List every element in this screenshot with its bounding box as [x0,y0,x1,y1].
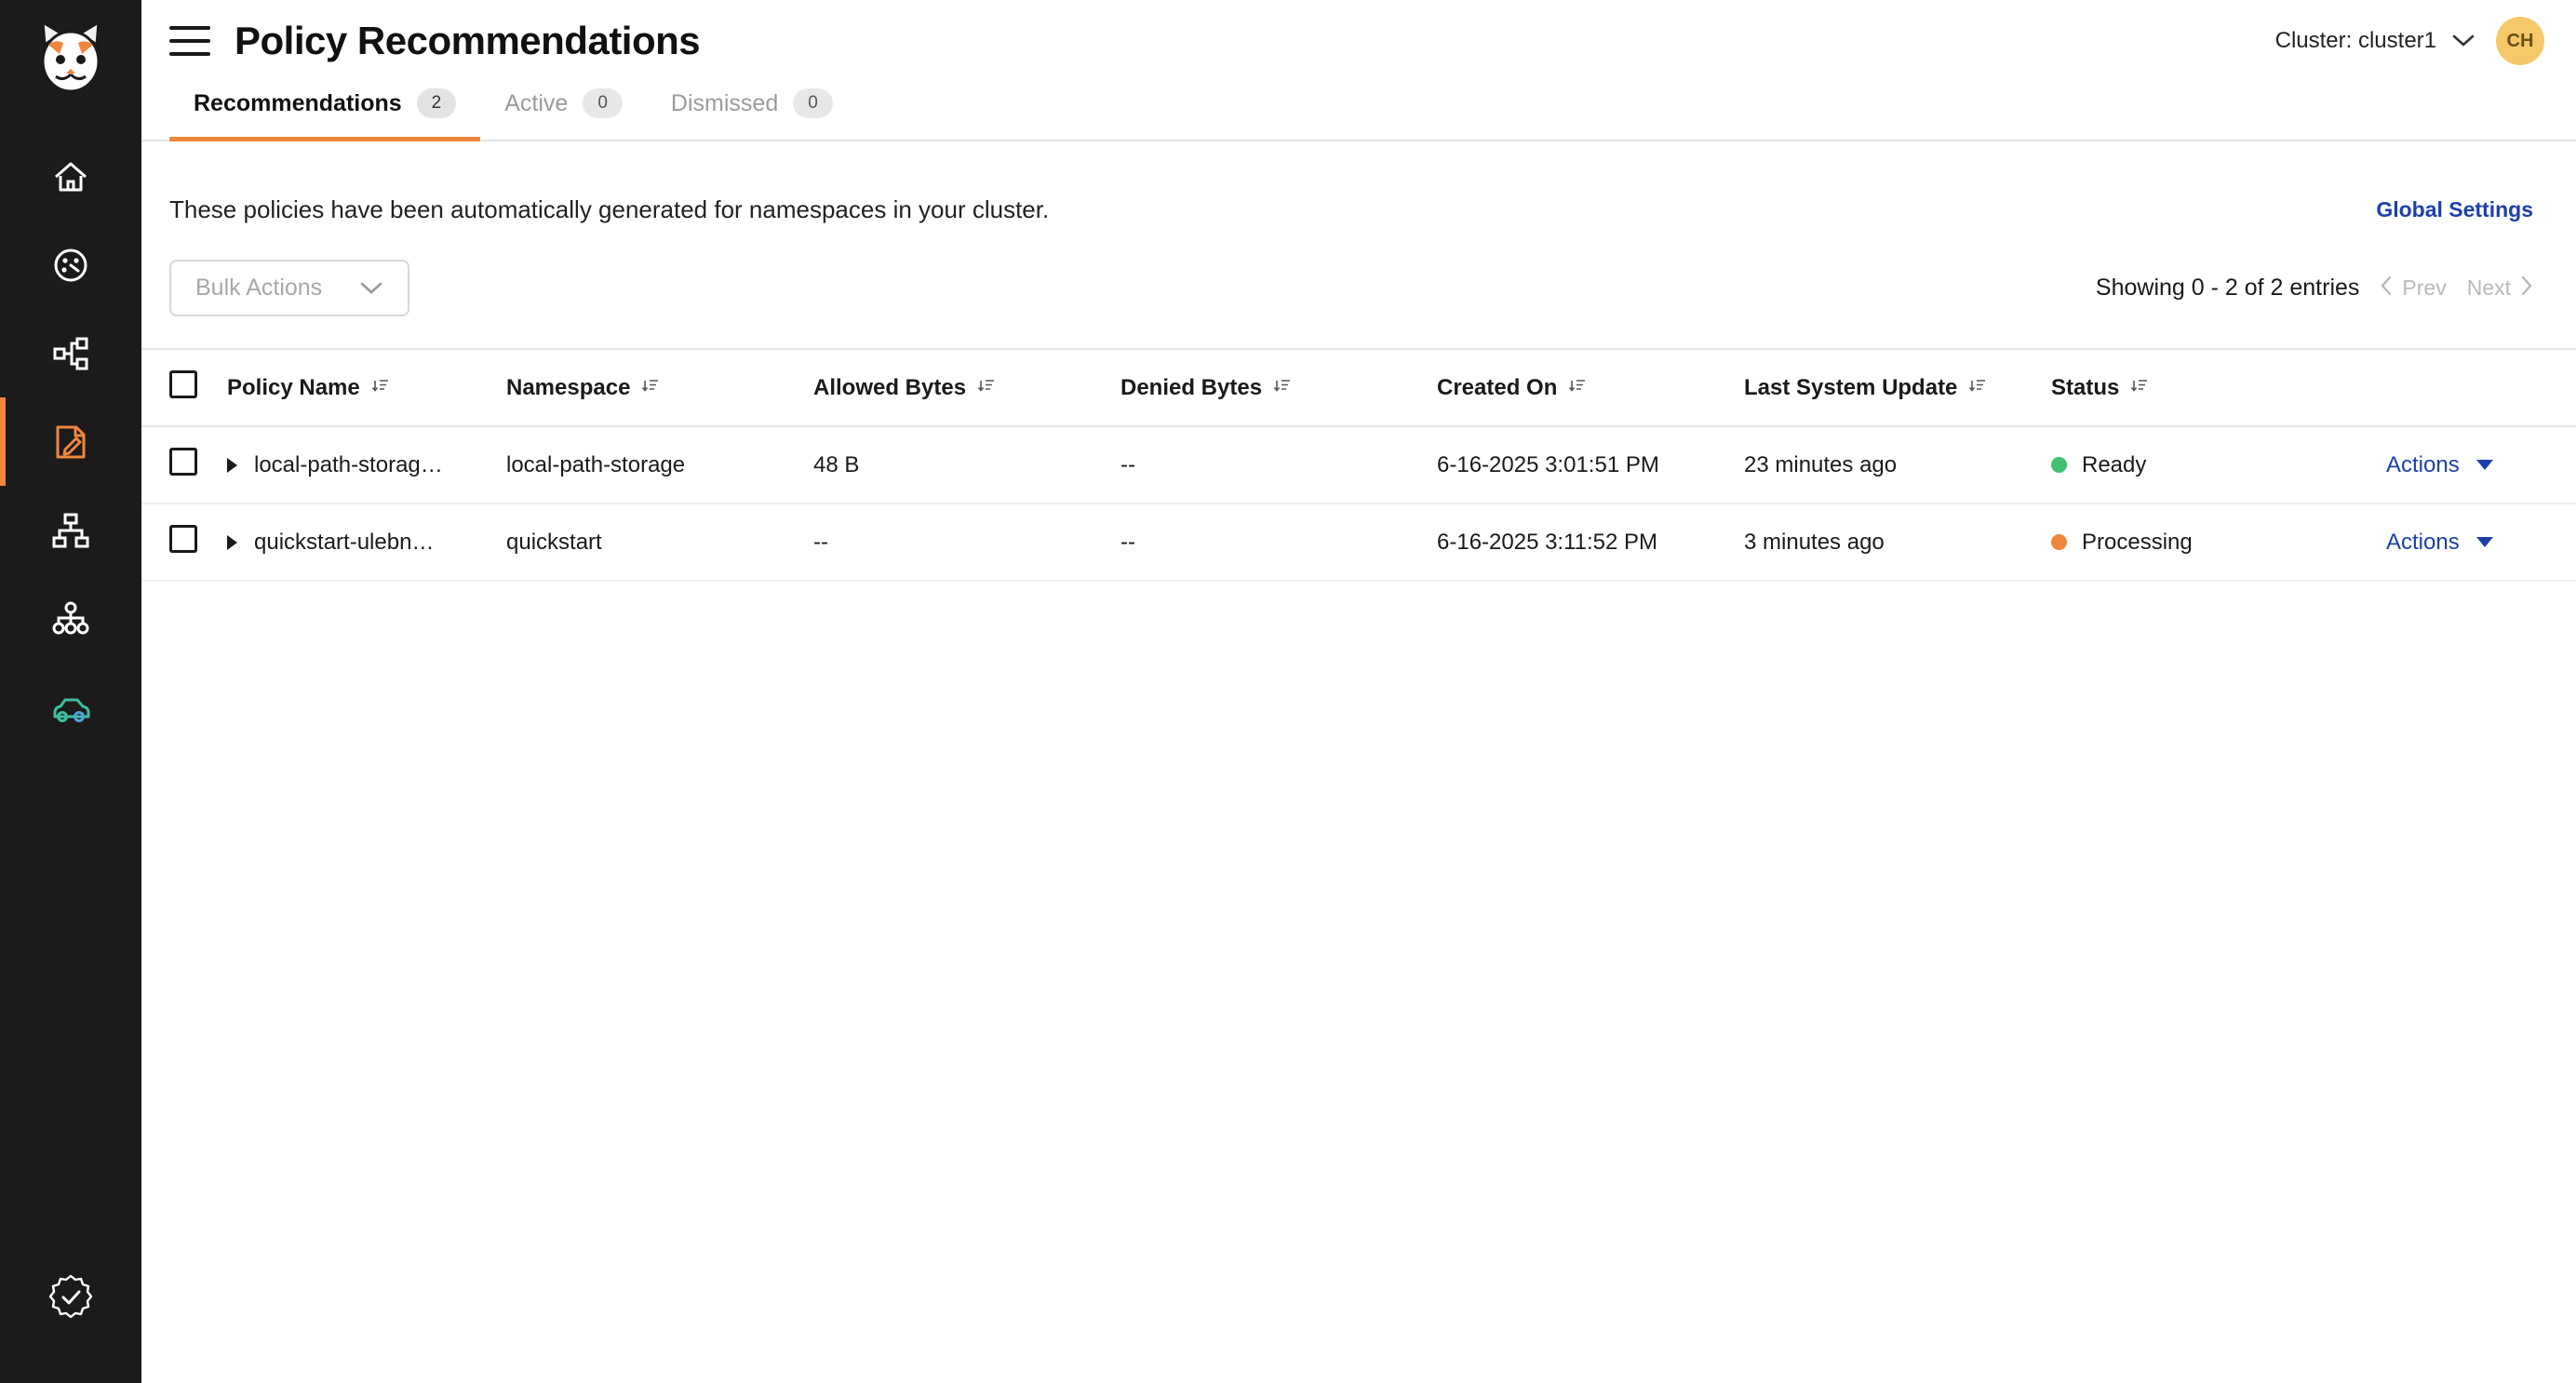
bulk-actions-label: Bulk Actions [195,275,323,301]
chevron-right-icon [2520,275,2533,302]
sidebar-item-dashboard[interactable] [0,221,141,309]
cell-denied-bytes: -- [1120,504,1437,581]
sort-icon [1273,375,1292,401]
column-header-denied-bytes[interactable] [1120,349,1437,426]
home-icon [50,156,91,197]
cluster-selector-label: Cluster: cluster1 [2274,28,2436,53]
cat-logo[interactable] [28,13,114,99]
check-badge-icon [46,1272,96,1323]
tab-recommendations[interactable] [169,82,480,140]
sidebar-item-topology[interactable] [0,309,141,397]
table-header [141,349,2576,426]
sidebar-item-cluster-nodes[interactable] [0,574,141,663]
cell-status [2051,504,2386,581]
status-badge: Processing [2082,529,2193,555]
sort-icon [1568,375,1587,401]
chevron-down-icon [2476,460,2493,470]
policy-name-text: local-path-storag… [254,451,443,477]
column-header-created-on-label: Created On [1437,374,1558,400]
tab-recommendations-badge: 2 [417,88,457,119]
cell-status [2051,426,2386,504]
cell-namespace: local-path-storage [506,426,813,504]
avatar[interactable]: CH [2496,17,2544,65]
table-row[interactable] [141,504,2576,581]
column-header-last-system-update[interactable] [1744,349,2051,426]
column-header-policy-name-label: Policy Name [227,374,360,400]
policy-table [141,348,2576,582]
policy-name-text: quickstart-ulebn… [254,529,435,555]
sort-icon [1968,375,1987,401]
chevron-down-icon [2451,28,2475,54]
pagination-summary: Showing 0 - 2 of 2 entries [2095,275,2360,301]
row-checkbox[interactable] [169,448,197,476]
dashboard-gauge-icon [50,245,91,286]
sidebar-item-policy-recommendations[interactable] [0,397,141,486]
column-header-status[interactable] [2051,349,2386,426]
next-page-label: Next [2466,275,2511,300]
hierarchy-icon [50,510,91,551]
sidebar-bottom [0,1272,141,1327]
intro-row [141,141,2533,224]
column-header-created-on[interactable] [1437,349,1744,426]
table-body [141,426,2576,581]
status-badge: Ready [2082,451,2147,477]
content-area [141,141,2576,1383]
sidebar-item-home[interactable] [0,132,141,221]
row-actions-label: Actions [2386,529,2460,555]
sidebar-item-hierarchy[interactable] [0,486,141,574]
sort-icon [2130,375,2149,401]
sidebar [0,0,141,1383]
cell-created-on: 6-16-2025 3:01:51 PM [1437,426,1744,504]
sort-icon [641,375,660,401]
column-header-actions [2386,349,2576,426]
column-header-namespace-label: Namespace [506,374,631,400]
sort-icon [977,375,996,401]
cell-created-on: 6-16-2025 3:11:52 PM [1437,504,1744,581]
cell-namespace: quickstart [506,504,813,581]
status-badge-dot [2051,534,2067,550]
row-select-cell [141,504,227,581]
actions-row [141,224,2533,316]
tab-recommendations-label: Recommendations [194,89,402,116]
row-actions-dropdown[interactable] [2386,452,2576,478]
page-title: Policy Recommendations [235,19,701,62]
top-bar [141,0,2576,82]
select-all-header [141,349,227,426]
tab-active[interactable] [480,82,647,140]
tab-active-label: Active [504,89,569,116]
prev-page-label: Prev [2402,275,2447,300]
tab-dismissed-badge: 0 [793,88,833,119]
column-header-namespace[interactable] [506,349,813,426]
network-topology-icon [50,333,91,374]
bulk-actions-dropdown[interactable] [169,260,409,316]
row-select-cell [141,426,227,504]
cell-actions [2386,426,2576,504]
cluster-nodes-icon [50,598,91,639]
expand-row-icon[interactable] [227,535,237,550]
next-page-button[interactable] [2467,275,2533,302]
table-row[interactable] [141,426,2576,504]
cell-allowed-bytes: 48 B [813,426,1120,504]
prev-page-button[interactable] [2380,275,2446,302]
sort-icon [371,375,390,401]
main-area [141,0,2576,1383]
pagination [2096,275,2533,302]
row-actions-dropdown[interactable] [2386,530,2576,556]
status-badge-dot [2051,457,2067,473]
cell-allowed-bytes: -- [813,504,1120,581]
row-checkbox[interactable] [169,525,197,553]
intro-text: These policies have been automatically generated for namespaces in your cluster. [169,195,1050,223]
chevron-left-icon [2380,275,2393,302]
menu-toggle-button[interactable] [169,26,210,56]
column-header-allowed-bytes[interactable] [813,349,1120,426]
cell-actions [2386,504,2576,581]
tab-dismissed[interactable] [647,82,857,140]
vehicle-icon [48,685,93,730]
column-header-denied-bytes-label: Denied Bytes [1120,374,1263,400]
row-actions-label: Actions [2386,451,2460,477]
expand-row-icon[interactable] [227,458,237,473]
cell-denied-bytes: -- [1120,426,1437,504]
cell-last-system-update: 23 minutes ago [1744,426,2051,504]
cell-policy-name [227,426,506,504]
tab-active-badge: 0 [583,88,623,119]
cell-last-system-update: 3 minutes ago [1744,504,2051,581]
cluster-selector[interactable] [2275,28,2475,54]
sidebar-item-status[interactable] [46,1272,96,1327]
select-all-checkbox[interactable] [169,370,197,398]
cell-policy-name [227,504,506,581]
chevron-down-icon [2476,537,2493,547]
top-bar-right [2275,17,2544,65]
sidebar-nav [0,132,141,751]
column-header-allowed-bytes-label: Allowed Bytes [813,374,967,400]
policy-recommendations-icon [49,421,92,463]
chevron-down-icon [359,275,383,302]
tab-bar [141,82,2576,141]
sidebar-item-service-map[interactable] [0,663,141,751]
global-settings-link[interactable]: Global Settings [2376,197,2533,222]
column-header-last-system-update-label: Last System Update [1744,374,1958,400]
column-header-status-label: Status [2051,374,2120,400]
tab-dismissed-label: Dismissed [670,89,779,116]
column-header-policy-name[interactable] [227,349,506,426]
